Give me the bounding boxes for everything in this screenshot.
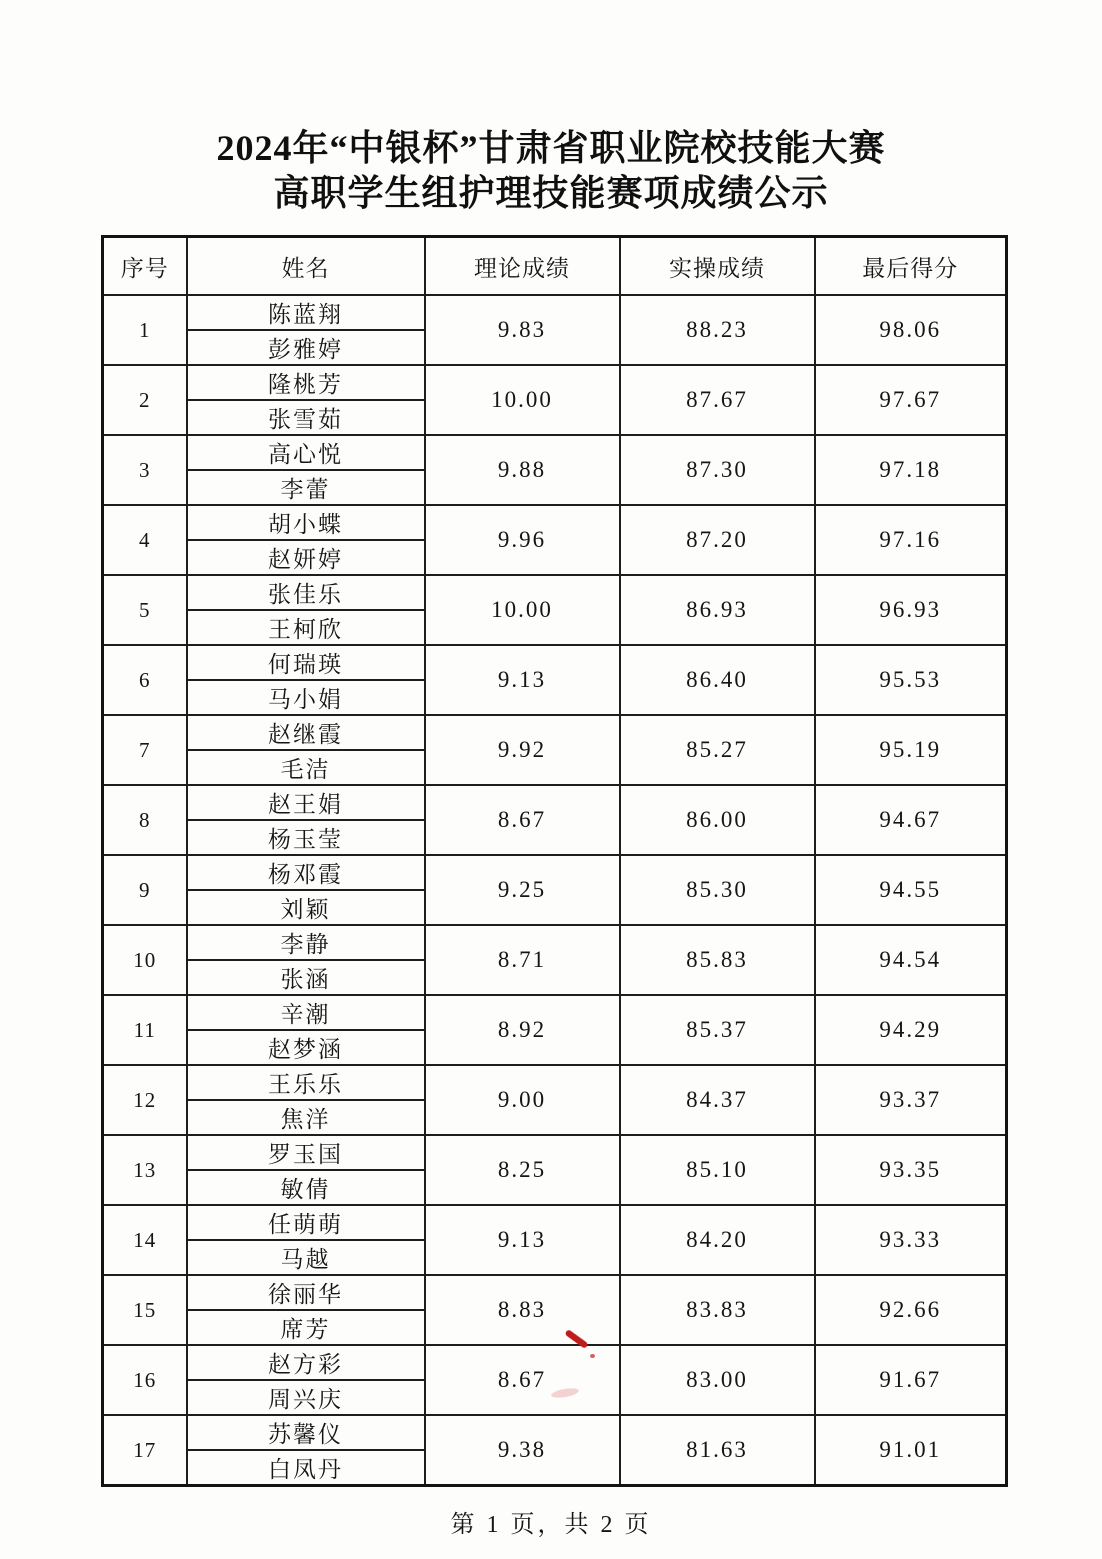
final-score-cell: 96.93 (815, 575, 1007, 645)
table-row (103, 505, 1007, 540)
name-cell: 苏馨仪 (187, 1415, 425, 1450)
final-score-cell: 97.67 (815, 365, 1007, 435)
name-cell: 席芳 (187, 1310, 425, 1345)
name-cell: 彭雅婷 (187, 330, 425, 365)
rank-cell: 9 (103, 855, 187, 925)
theory-score-cell: 8.83 (425, 1275, 620, 1345)
table-row (103, 1065, 1007, 1100)
theory-score-cell: 8.71 (425, 925, 620, 995)
table-row (103, 855, 1007, 890)
rank-cell: 4 (103, 505, 187, 575)
rank-cell: 7 (103, 715, 187, 785)
name-cell: 焦洋 (187, 1100, 425, 1135)
table-row (103, 1275, 1007, 1310)
practical-score-cell: 86.00 (620, 785, 815, 855)
rank-cell: 14 (103, 1205, 187, 1275)
name-cell: 杨玉莹 (187, 820, 425, 855)
name-cell: 王柯欣 (187, 610, 425, 645)
final-score-cell: 97.18 (815, 435, 1007, 505)
name-cell: 赵继霞 (187, 715, 425, 750)
theory-score-cell: 9.38 (425, 1415, 620, 1486)
table-row (103, 575, 1007, 610)
final-score-cell: 95.53 (815, 645, 1007, 715)
final-score-cell: 93.33 (815, 1205, 1007, 1275)
name-cell: 敏倩 (187, 1170, 425, 1205)
final-score-cell: 97.16 (815, 505, 1007, 575)
header-theory-score: 理论成绩 (425, 237, 620, 296)
table-row (103, 1415, 1007, 1450)
final-score-cell: 94.54 (815, 925, 1007, 995)
theory-score-cell: 8.67 (425, 785, 620, 855)
rank-cell: 5 (103, 575, 187, 645)
table-row (103, 295, 1007, 330)
name-cell: 张佳乐 (187, 575, 425, 610)
name-cell: 李静 (187, 925, 425, 960)
theory-score-cell: 9.00 (425, 1065, 620, 1135)
theory-score-cell: 8.25 (425, 1135, 620, 1205)
practical-score-cell: 86.93 (620, 575, 815, 645)
name-cell: 赵妍婷 (187, 540, 425, 575)
practical-score-cell: 85.83 (620, 925, 815, 995)
name-cell: 张雪茹 (187, 400, 425, 435)
name-cell: 马小娟 (187, 680, 425, 715)
name-cell: 赵梦涵 (187, 1030, 425, 1065)
header-rank: 序号 (103, 237, 187, 296)
final-score-cell: 93.37 (815, 1065, 1007, 1135)
final-score-cell: 93.35 (815, 1135, 1007, 1205)
theory-score-cell: 10.00 (425, 575, 620, 645)
table-row (103, 645, 1007, 680)
name-cell: 毛洁 (187, 750, 425, 785)
name-cell: 赵王娟 (187, 785, 425, 820)
theory-score-cell: 9.13 (425, 645, 620, 715)
final-score-cell: 91.67 (815, 1345, 1007, 1415)
table-row (103, 1345, 1007, 1380)
title-line-1: 2024年“中银杯”甘肃省职业院校技能大赛 (216, 128, 886, 168)
theory-score-cell: 9.25 (425, 855, 620, 925)
table-row (103, 785, 1007, 820)
final-score-cell: 94.55 (815, 855, 1007, 925)
header-practical-score: 实操成绩 (620, 237, 815, 296)
practical-score-cell: 87.20 (620, 505, 815, 575)
header-name: 姓名 (187, 237, 425, 296)
name-cell: 陈蓝翔 (187, 295, 425, 330)
rank-cell: 13 (103, 1135, 187, 1205)
table-row (103, 925, 1007, 960)
name-cell: 胡小蝶 (187, 505, 425, 540)
rank-cell: 16 (103, 1345, 187, 1415)
theory-score-cell: 8.67 (425, 1345, 620, 1415)
title-line-2: 高职学生组护理技能赛项成绩公示 (273, 173, 829, 213)
page-footer: 第 1 页，共 2 页 (450, 1512, 652, 1538)
final-score-cell: 98.06 (815, 295, 1007, 365)
practical-score-cell: 85.10 (620, 1135, 815, 1205)
name-cell: 高心悦 (187, 435, 425, 470)
practical-score-cell: 87.30 (620, 435, 815, 505)
table-row (103, 1135, 1007, 1170)
rank-cell: 12 (103, 1065, 187, 1135)
name-cell: 何瑞瑛 (187, 645, 425, 680)
table-row (103, 995, 1007, 1030)
final-score-cell: 94.29 (815, 995, 1007, 1065)
name-cell: 马越 (187, 1240, 425, 1275)
table-row (103, 365, 1007, 400)
practical-score-cell: 86.40 (620, 645, 815, 715)
name-cell: 隆桃芳 (187, 365, 425, 400)
practical-score-cell: 85.27 (620, 715, 815, 785)
name-cell: 张涵 (187, 960, 425, 995)
theory-score-cell: 9.96 (425, 505, 620, 575)
practical-score-cell: 85.37 (620, 995, 815, 1065)
table-header-row (103, 237, 1007, 296)
practical-score-cell: 81.63 (620, 1415, 815, 1486)
name-cell: 任萌萌 (187, 1205, 425, 1240)
document-title (0, 126, 1102, 216)
rank-cell: 11 (103, 995, 187, 1065)
practical-score-cell: 83.83 (620, 1275, 815, 1345)
name-cell: 王乐乐 (187, 1065, 425, 1100)
name-cell: 徐丽华 (187, 1275, 425, 1310)
practical-score-cell: 83.00 (620, 1345, 815, 1415)
name-cell: 刘颖 (187, 890, 425, 925)
name-cell: 李蕾 (187, 470, 425, 505)
name-cell: 罗玉国 (187, 1135, 425, 1170)
theory-score-cell: 8.92 (425, 995, 620, 1065)
name-cell: 杨邓霞 (187, 855, 425, 890)
theory-score-cell: 9.88 (425, 435, 620, 505)
practical-score-cell: 88.23 (620, 295, 815, 365)
rank-cell: 8 (103, 785, 187, 855)
results-table (101, 235, 1008, 1487)
practical-score-cell: 87.67 (620, 365, 815, 435)
table-row (103, 1205, 1007, 1240)
final-score-cell: 95.19 (815, 715, 1007, 785)
name-cell: 白凤丹 (187, 1450, 425, 1486)
header-final-score: 最后得分 (815, 237, 1007, 296)
rank-cell: 6 (103, 645, 187, 715)
table-row (103, 435, 1007, 470)
results-table-body (103, 295, 1007, 1486)
name-cell: 周兴庆 (187, 1380, 425, 1415)
rank-cell: 2 (103, 365, 187, 435)
practical-score-cell: 85.30 (620, 855, 815, 925)
final-score-cell: 91.01 (815, 1415, 1007, 1486)
final-score-cell: 94.67 (815, 785, 1007, 855)
rank-cell: 15 (103, 1275, 187, 1345)
rank-cell: 17 (103, 1415, 187, 1486)
name-cell: 赵方彩 (187, 1345, 425, 1380)
theory-score-cell: 10.00 (425, 365, 620, 435)
theory-score-cell: 9.13 (425, 1205, 620, 1275)
rank-cell: 3 (103, 435, 187, 505)
theory-score-cell: 9.83 (425, 295, 620, 365)
rank-cell: 10 (103, 925, 187, 995)
practical-score-cell: 84.37 (620, 1065, 815, 1135)
rank-cell: 1 (103, 295, 187, 365)
name-cell: 辛潮 (187, 995, 425, 1030)
practical-score-cell: 84.20 (620, 1205, 815, 1275)
final-score-cell: 92.66 (815, 1275, 1007, 1345)
theory-score-cell: 9.92 (425, 715, 620, 785)
table-row (103, 715, 1007, 750)
